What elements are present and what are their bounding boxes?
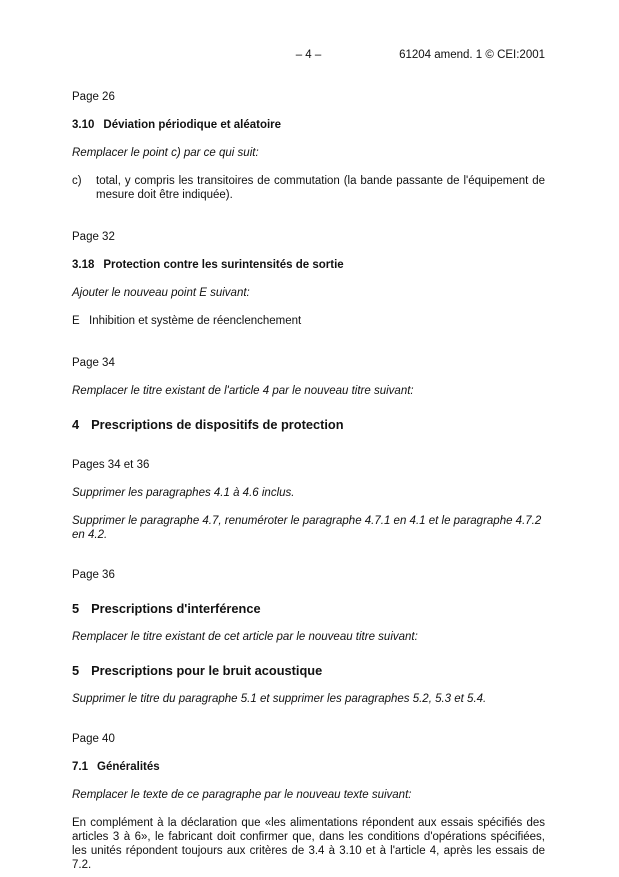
page-reference: Pages 34 et 36 <box>72 459 150 471</box>
header-document-reference: 61204 amend. 1 © CEI:2001 <box>399 49 546 61</box>
page-reference: Page 36 <box>72 569 115 581</box>
edit-instruction: Supprimer les paragraphes 4.1 à 4.6 inclus. <box>72 487 295 499</box>
section-heading-number: 7.1 <box>72 761 88 773</box>
section-heading-number: 3.18 <box>72 259 95 271</box>
section-heading-title: Protection contre les surintensités de sortie <box>103 259 344 271</box>
edit-instruction: Remplacer le titre existant de cet article par le nouveau titre suivant: <box>72 631 418 643</box>
page-reference: Page 40 <box>72 733 115 745</box>
list-item <box>72 314 545 328</box>
section-heading-title: Déviation périodique et aléatoire <box>103 119 282 131</box>
edit-instruction: Remplacer le texte de ce paragraphe par le nouveau texte suivant: <box>72 789 412 801</box>
edit-instruction: Ajouter le nouveau point E suivant: <box>72 287 250 299</box>
edit-instruction: Supprimer le titre du paragraphe 5.1 et supprimer les paragraphes 5.2, 5.3 et 5.4. <box>72 693 487 705</box>
article-heading <box>72 664 545 678</box>
list-item <box>72 174 545 202</box>
article-heading-title: Prescriptions pour le bruit acoustique <box>91 663 323 678</box>
article-heading-number: 5 <box>72 663 80 678</box>
page-reference: Page 32 <box>72 231 115 243</box>
section-heading <box>72 760 545 774</box>
section-heading-number: 3.10 <box>72 119 95 131</box>
edit-instruction: Remplacer le titre existant de l'article 4 par le nouveau titre suivant: <box>72 385 414 397</box>
article-heading <box>72 602 545 616</box>
article-heading-number: 4 <box>72 417 80 432</box>
edit-instruction: Supprimer le paragraphe 4.7, renuméroter le paragraphe 4.7.1 en 4.1 et le paragraphe 4.7.2 en 4.2. <box>72 515 542 541</box>
list-item-text: Inhibition et système de réenclenchement <box>89 315 302 327</box>
article-heading-title: Prescriptions de dispositifs de protection <box>91 417 344 432</box>
header-page-number: – 4 – <box>295 49 322 61</box>
section-heading-title: Généralités <box>97 761 160 773</box>
list-item-text: total, y compris les transitoires de commutation (la bande passante de l'équipement de mesure doit être indiquée). <box>96 175 545 201</box>
section-heading <box>72 258 545 272</box>
page-header <box>72 48 545 62</box>
section-heading <box>72 118 545 132</box>
article-heading-title: Prescriptions d'interférence <box>91 601 261 616</box>
article-heading-number: 5 <box>72 601 80 616</box>
article-heading <box>72 418 545 432</box>
page-reference: Page 26 <box>72 91 115 103</box>
body-paragraph: En complément à la déclaration que «les alimentations répondent aux essais spécifiés des articles 3 à 6», le fabricant doit confirmer que, dans les conditions d'opérations spécifiées, les unités répondent toujours aux critères de 3.4 à 3.10 et à l'article 4, après les essais de 7.2. <box>72 817 545 871</box>
page-reference: Page 34 <box>72 357 115 369</box>
list-item-label: E <box>72 315 80 327</box>
edit-instruction: Remplacer le point c) par ce qui suit: <box>72 147 259 159</box>
list-item-label: c) <box>72 175 82 187</box>
